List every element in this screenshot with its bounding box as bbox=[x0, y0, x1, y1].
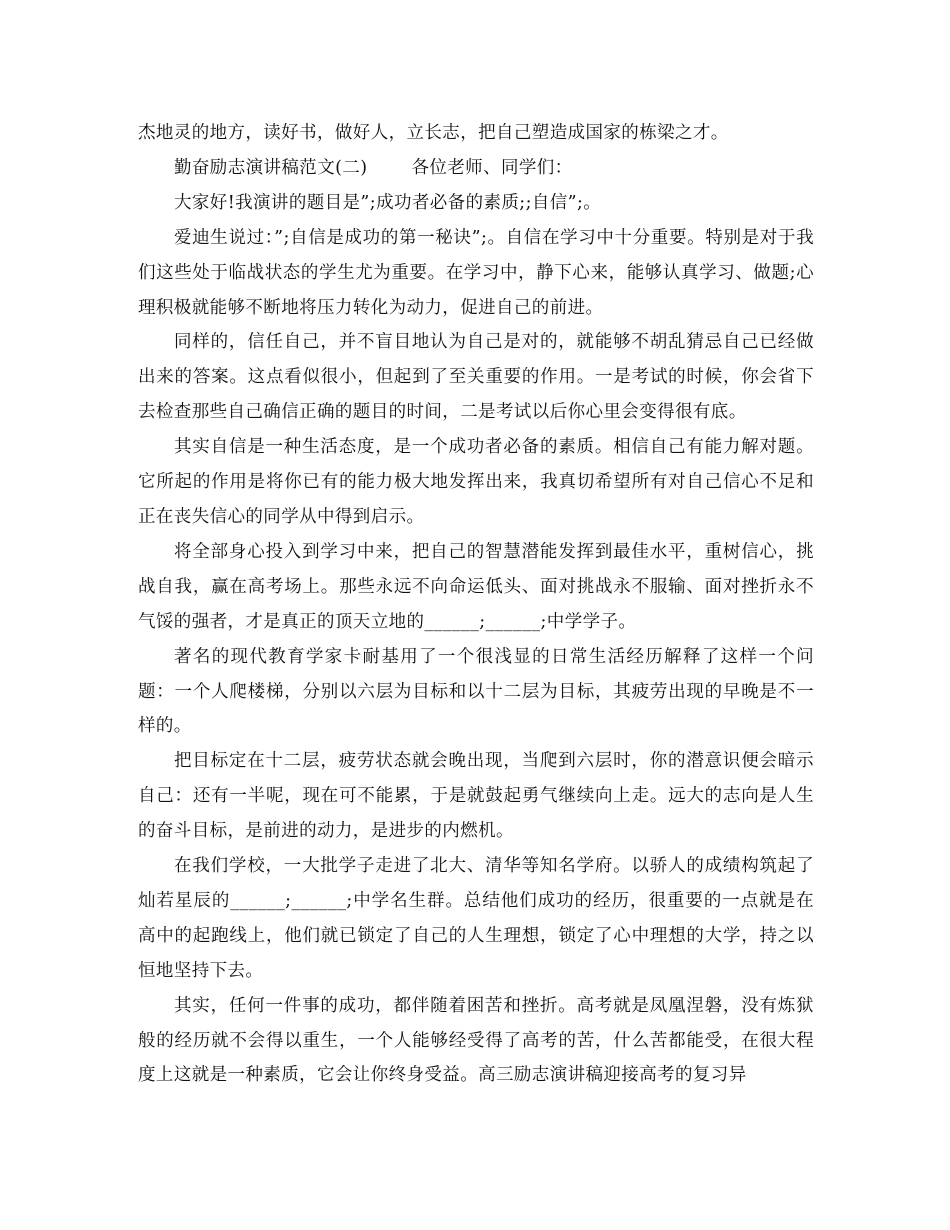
paragraph-3: 爱迪生说过：”;自信是成功的第一秘诀”;。自信在学习中十分重要。特别是对于我们这些处于临战状态的学生尤为重要。在学习中，静下心来，能够认真学习、做题;心理积极就能够不断地将压力转化为动力，促进自己的前进。 bbox=[138, 227, 814, 318]
document-body bbox=[138, 116, 814, 1093]
speech-salutation: 各位老师、同学们： bbox=[411, 157, 573, 178]
speech-heading bbox=[138, 151, 814, 186]
speech-title: 勤奋励志演讲稿范文(二) bbox=[174, 157, 368, 178]
paragraph-7: 著名的现代教育学家卡耐基用了一个很浅显的日常生活经历解释了这样一个问题：一个人爬楼梯，分别以六层为目标和以十二层为目标，其疲劳出现的早晚是不一样的。 bbox=[138, 646, 814, 737]
paragraph-9: 在我们学校，一大批学子走进了北大、清华等知名学府。以骄人的成绩构筑起了灿若星辰的______;______;中学名生群。总结他们成功的经历，很重要的一点就是在高中的起跑线上，他们就已锁定了自己的人生理想，锁定了心中理想的大学，持之以恒地坚持下去。 bbox=[138, 856, 814, 981]
paragraph-4: 同样的，信任自己，并不盲目地认为自己是对的，就能够不胡乱猜忌自己已经做出来的答案。这点看似很小，但起到了至关重要的作用。一是考试的时候，你会省下去检查那些自己确信正确的题目的时间，二是考试以后你心里会变得很有底。 bbox=[138, 332, 814, 423]
paragraph-8: 把目标定在十二层，疲劳状态就会晚出现，当爬到六层时，你的潜意识便会暗示自己：还有一半呢，现在可不能累，于是就鼓起勇气继续向上走。远大的志向是人生的奋斗目标，是前进的动力，是进步的内燃机。 bbox=[138, 751, 814, 842]
paragraph-2: 大家好!我演讲的题目是”;成功者必备的素质;;自信”;。 bbox=[174, 192, 602, 213]
paragraph-5: 其实自信是一种生活态度，是一个成功者必备的素质。相信自己有能力解对题。它所起的作用是将你已有的能力极大地发挥出来，我真切希望所有对自己信心不足和正在丧失信心的同学从中得到启示。 bbox=[138, 437, 814, 527]
paragraph-10: 其实，任何一件事的成功，都伴随着困苦和挫折。高考就是凤凰涅磐，没有炼狱般的经历就不会得以重生，一个人能够经受得了高考的苦，什么苦都能受，在很大程度上这就是一种素质，它会让你终身受益。高三励志演讲稿迎接高考的复习异 bbox=[138, 995, 814, 1086]
paragraph-6: 将全部身心投入到学习中来，把自己的智慧潜能发挥到最佳水平，重树信心，挑战自我，赢在高考场上。那些永远不向命运低头、面对挑战永不服输、面对挫折永不气馁的强者，才是真正的顶天立地的______;______;中学学子。 bbox=[138, 541, 814, 632]
paragraph-1: 杰地灵的地方，读好书，做好人，立长志，把自己塑造成国家的栋梁之才。 bbox=[138, 123, 729, 143]
